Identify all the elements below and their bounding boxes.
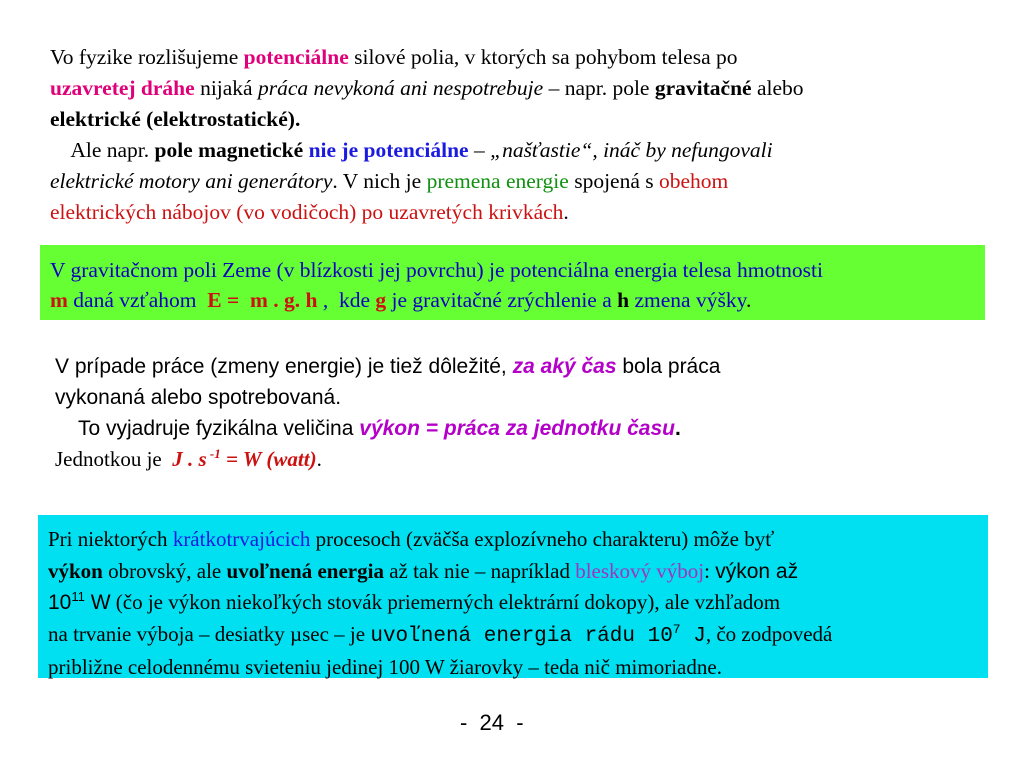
lightning-line-4: na trvanie výboja – desiatky µsec – je uvoľnená energia rádu $10^7$ J, čo zodpovedá xyxy=(48,621,833,648)
not-potential-term: nie je potenciálne xyxy=(308,138,469,162)
power-definition: výkon = práca za jednotku času xyxy=(359,417,675,440)
intro-line-3: elektrické (elektrostatické). xyxy=(50,107,301,131)
gravity-line-1: V gravitačnom poli Zeme (v blízkosti jej povrchu) je potenciálna energia telesa hmotnosti xyxy=(50,258,823,282)
short-duration-term: krátkotrvajúcich xyxy=(172,527,311,551)
power-paragraph xyxy=(55,351,985,475)
power-line-4: Jednotkou je J . s $^{-1}$ = W (watt). xyxy=(55,446,322,471)
gravity-energy-box xyxy=(40,245,985,320)
intro-paragraph xyxy=(50,42,990,228)
intro-line-6: elektrických nábojov (vo vodičoch) po uzavretých krivkách. xyxy=(50,200,569,224)
power-line-1: V prípade práce (zmeny energie) je tiež dôležité, za aký čas bola práca xyxy=(55,355,721,378)
lightning-term: bleskový výboj xyxy=(575,558,705,583)
energy-conversion-term: premena energie xyxy=(426,169,569,193)
closed-path-term: uzavretej dráhe xyxy=(50,76,195,100)
intro-line-5: elektrické motory ani generátory. V nich je premena energie spojená s obehom xyxy=(50,169,729,193)
page-number: - 24 - xyxy=(460,710,524,735)
lightning-power-box xyxy=(38,515,988,678)
lightning-line-3: $10^{11}$ W (čo je výkon niekoľkých stovák priemerných elektrární dokopy), ale vzhľadom xyxy=(48,589,781,614)
lightning-line-2: výkon obrovský, ale uvoľnená energia až tak nie – napríklad bleskový výboj: výkon až xyxy=(48,558,799,583)
potential-term: potenciálne xyxy=(243,45,349,69)
lightning-line-1: Pri niektorých krátkotrvajúcich procesoch (zväčša explozívneho charakteru) môže byť xyxy=(48,527,775,551)
power-line-2: vykonaná alebo spotrebovaná. xyxy=(55,386,342,409)
how-long-term: za aký čas xyxy=(512,355,617,378)
gravity-line-2: m daná vzťahom E = m . g. h , kde g je gravitačné zrýchlenie a h zmena výšky. xyxy=(50,288,752,312)
intro-line-4: Ale napr. pole magnetické nie je potenciálne – „našťastie“, ináč by nefungovali xyxy=(50,138,773,162)
energy-formula: E = m . g. h xyxy=(207,288,318,312)
lightning-line-5: približne celodennému svieteniu jedinej 100 W žiarovky – teda nič mimoriadne. xyxy=(48,655,722,679)
intro-line-2: uzavretej dráhe nijaká práca nevykoná ani nespotrebuje – napr. pole gravitačné alebo xyxy=(50,76,804,100)
power-line-3: To vyjadruje fyzikálna veličina výkon = práca za jednotku času. xyxy=(55,417,681,440)
circulation-term: obehom xyxy=(659,169,729,193)
intro-line-1: Vo fyzike rozlišujeme potenciálne silové polia, v ktorých sa pohybom telesa po xyxy=(50,45,738,69)
unit-formula: J . s $^{-1}$ = W (watt) xyxy=(172,446,317,471)
